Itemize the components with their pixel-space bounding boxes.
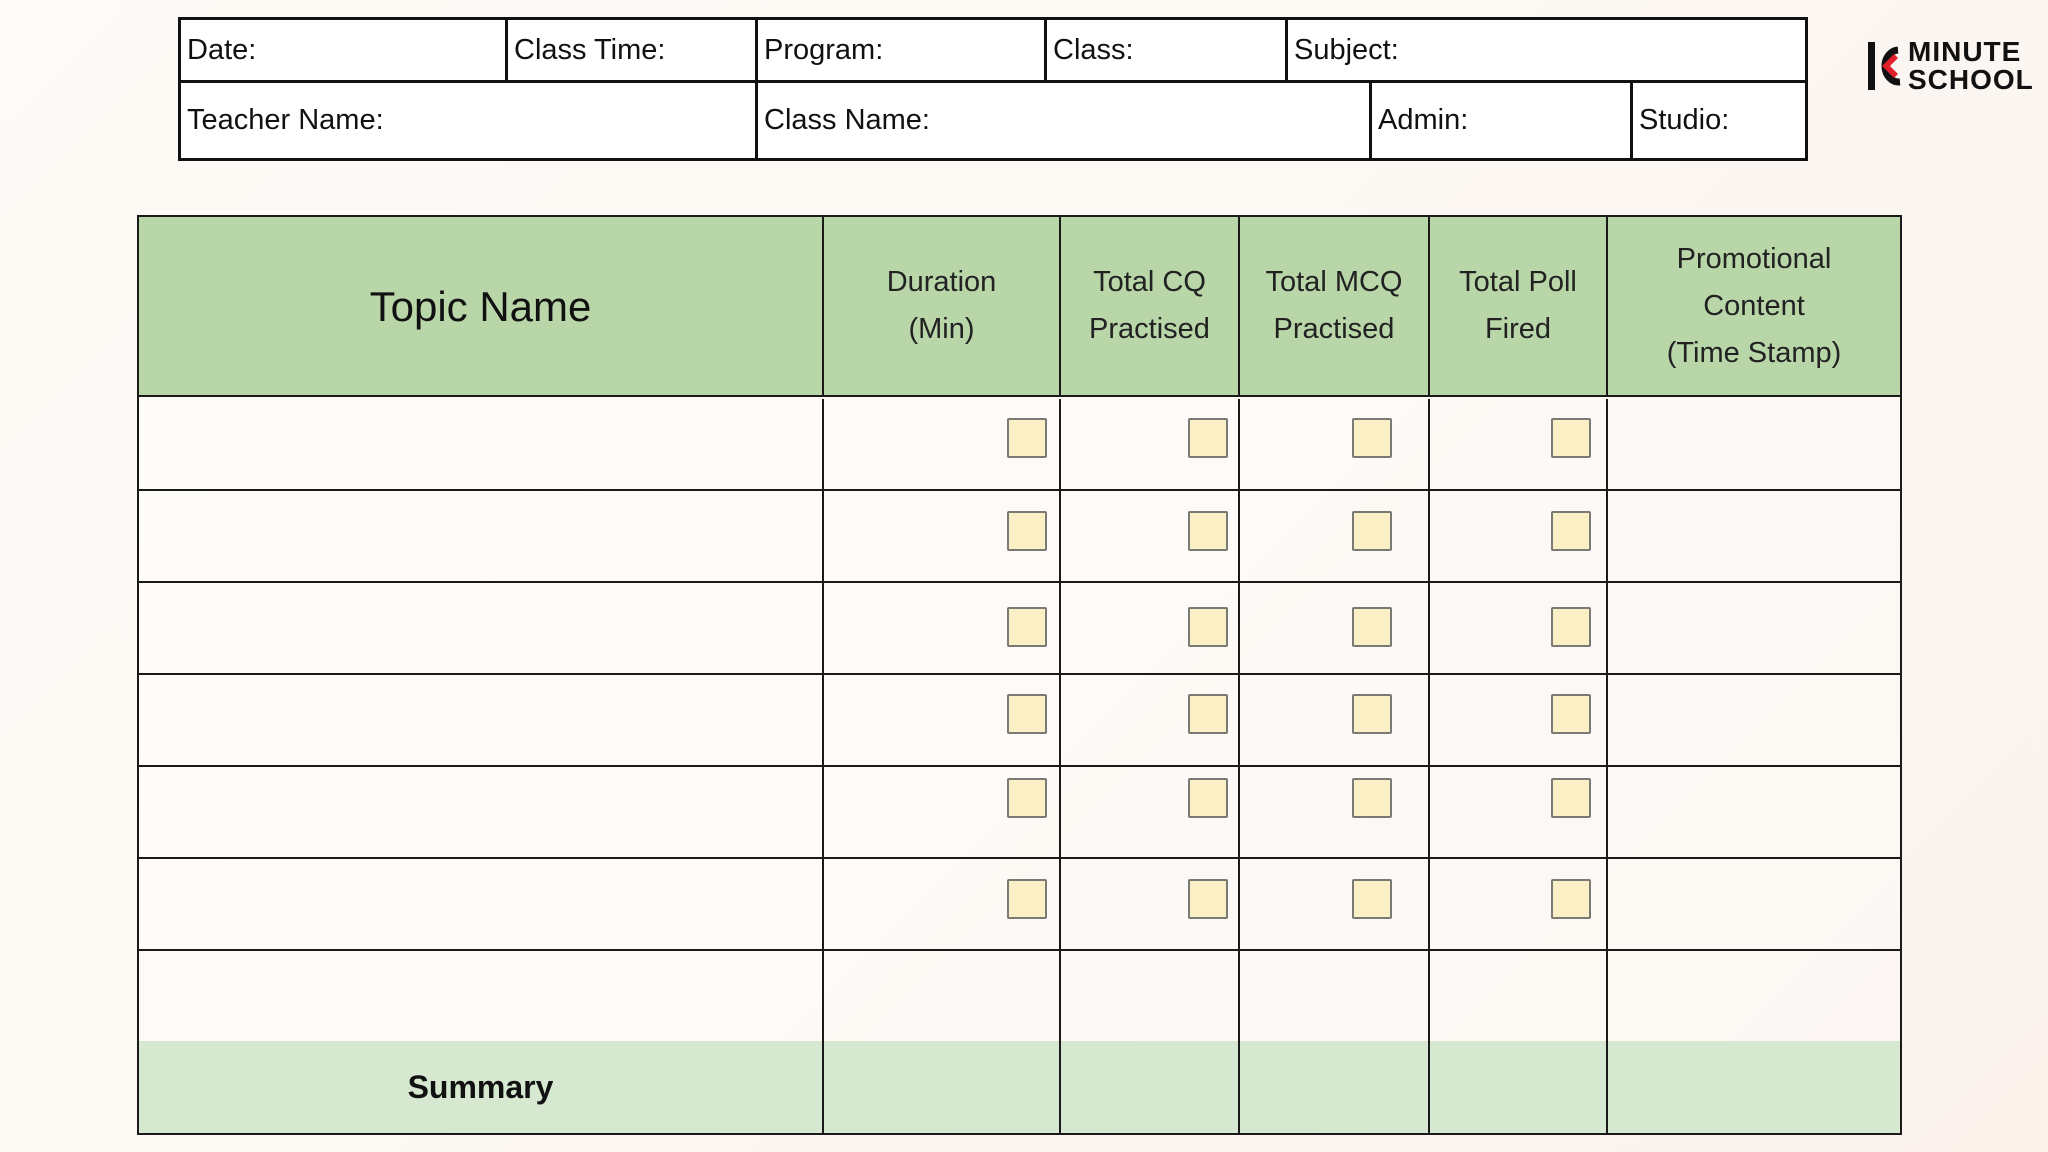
duration-cell [824,583,1061,673]
poll-checkbox[interactable] [1551,511,1591,551]
teacher-name-label: Teacher Name: [187,104,384,136]
duration-cell [824,491,1061,581]
duration-checkbox[interactable] [1007,418,1047,458]
program-label: Program: [764,33,884,66]
mcq-checkbox[interactable] [1352,418,1392,458]
mcq-checkbox[interactable] [1352,778,1392,818]
studio-field[interactable] [1633,83,1805,158]
duration-cell [824,859,1061,949]
summary-duration-cell[interactable] [824,1041,1061,1133]
logo-ten-mark-icon [1868,40,1906,92]
mcq-checkbox[interactable] [1352,511,1392,551]
duration-cell [824,399,1061,489]
cq-cell [1061,859,1240,949]
poll-checkbox[interactable] [1551,778,1591,818]
class-info-table [178,17,1808,161]
promotional-content-cell[interactable] [1608,675,1900,765]
header-mcq-line-1: Total MCQ [1265,266,1403,298]
poll-cell [1430,767,1608,857]
promotional-content-cell[interactable] [1608,859,1900,949]
cq-checkbox[interactable] [1188,778,1228,818]
poll-checkbox[interactable] [1551,694,1591,734]
header-cq-line-2: Practised [1089,313,1210,345]
topic-name-cell[interactable] [139,951,824,1041]
info-row-2 [181,83,1805,158]
promotional-content-cell[interactable] [1608,767,1900,857]
header-total-mcq [1240,217,1430,395]
duration-cell [824,767,1061,857]
topic-name-cell[interactable] [139,399,824,489]
promotional-content-cell[interactable] [1608,399,1900,489]
mcq-cell [1240,399,1430,489]
cq-checkbox[interactable] [1188,694,1228,734]
promotional-content-cell[interactable] [1608,583,1900,673]
mcq-cell [1240,951,1430,1041]
summary-promo-cell[interactable] [1608,1041,1900,1133]
mcq-cell [1240,583,1430,673]
poll-cell [1430,399,1608,489]
table-row [139,491,1900,583]
duration-cell [824,675,1061,765]
summary-row [139,1041,1900,1133]
class-time-field[interactable] [508,20,758,80]
header-poll-line-1: Total Poll [1459,266,1577,298]
cq-checkbox[interactable] [1188,511,1228,551]
topic-name-cell[interactable] [139,859,824,949]
table-header-row [139,217,1900,397]
cq-cell [1061,767,1240,857]
admin-field[interactable] [1372,83,1633,158]
subject-label: Subject: [1294,33,1399,66]
poll-cell [1430,859,1608,949]
duration-checkbox[interactable] [1007,511,1047,551]
cq-checkbox[interactable] [1188,418,1228,458]
table-row [139,399,1900,491]
studio-label: Studio: [1639,104,1730,136]
class-label: Class: [1053,33,1134,66]
cq-cell [1061,675,1240,765]
cq-cell [1061,951,1240,1041]
logo-line-2: SCHOOL [1908,64,2034,95]
admin-label: Admin: [1378,104,1469,136]
topic-name-cell[interactable] [139,583,824,673]
header-duration-line-2: (Min) [908,313,975,345]
ten-minute-school-logo [1848,36,2034,96]
header-poll-line-2: Fired [1484,313,1552,345]
header-promo-line-3: (Time Stamp) [1666,336,1842,369]
table-row [139,859,1900,951]
poll-cell [1430,583,1608,673]
summary-cq-cell[interactable] [1061,1041,1240,1133]
header-total-cq [1061,217,1240,395]
duration-cell [824,951,1061,1041]
program-field[interactable] [758,20,1047,80]
duration-checkbox[interactable] [1007,879,1047,919]
poll-checkbox[interactable] [1551,418,1591,458]
header-duration-line-1: Duration [886,266,997,298]
promotional-content-cell[interactable] [1608,951,1900,1041]
logo-text [1908,38,2034,94]
mcq-cell [1240,859,1430,949]
header-topic-name: Topic Name [139,217,824,395]
header-duration [824,217,1061,395]
subject-field[interactable] [1288,20,1805,80]
topic-name-cell[interactable] [139,675,824,765]
class-name-field[interactable] [758,83,1372,158]
header-promo-line-2: Content [1703,289,1805,322]
mcq-cell [1240,675,1430,765]
cq-cell [1061,491,1240,581]
poll-cell [1430,491,1608,581]
date-label: Date: [187,33,257,66]
mcq-cell [1240,491,1430,581]
summary-label: Summary [139,1041,824,1133]
duration-checkbox[interactable] [1007,607,1047,647]
header-cq-line-1: Total CQ [1093,266,1206,298]
cq-cell [1061,399,1240,489]
header-promotional-content [1608,217,1900,395]
cq-cell [1061,583,1240,673]
header-promo-line-1: Promotional [1676,242,1832,275]
duration-checkbox[interactable] [1007,778,1047,818]
poll-cell [1430,675,1608,765]
table-row [139,583,1900,675]
promotional-content-cell[interactable] [1608,491,1900,581]
table-row [139,767,1900,859]
header-total-poll [1430,217,1608,395]
cq-checkbox[interactable] [1188,607,1228,647]
class-time-label: Class Time: [514,33,666,66]
mcq-checkbox[interactable] [1352,607,1392,647]
class-field[interactable] [1047,20,1288,80]
table-row [139,675,1900,767]
poll-checkbox[interactable] [1551,607,1591,647]
topic-name-cell[interactable] [139,491,824,581]
mcq-checkbox[interactable] [1352,879,1392,919]
table-row [139,951,1900,1043]
poll-cell [1430,951,1608,1041]
topic-name-cell[interactable] [139,767,824,857]
logo-line-1: MINUTE [1908,36,2022,67]
class-name-label: Class Name: [764,104,930,136]
mcq-cell [1240,767,1430,857]
date-field[interactable] [181,20,508,80]
info-row-1 [181,20,1805,83]
mcq-checkbox[interactable] [1352,694,1392,734]
class-report-table [137,215,1902,1135]
header-mcq-line-2: Practised [1273,313,1395,345]
cq-checkbox[interactable] [1188,879,1228,919]
summary-poll-cell[interactable] [1430,1041,1608,1133]
teacher-name-field[interactable] [181,83,758,158]
summary-mcq-cell[interactable] [1240,1041,1430,1133]
poll-checkbox[interactable] [1551,879,1591,919]
duration-checkbox[interactable] [1007,694,1047,734]
